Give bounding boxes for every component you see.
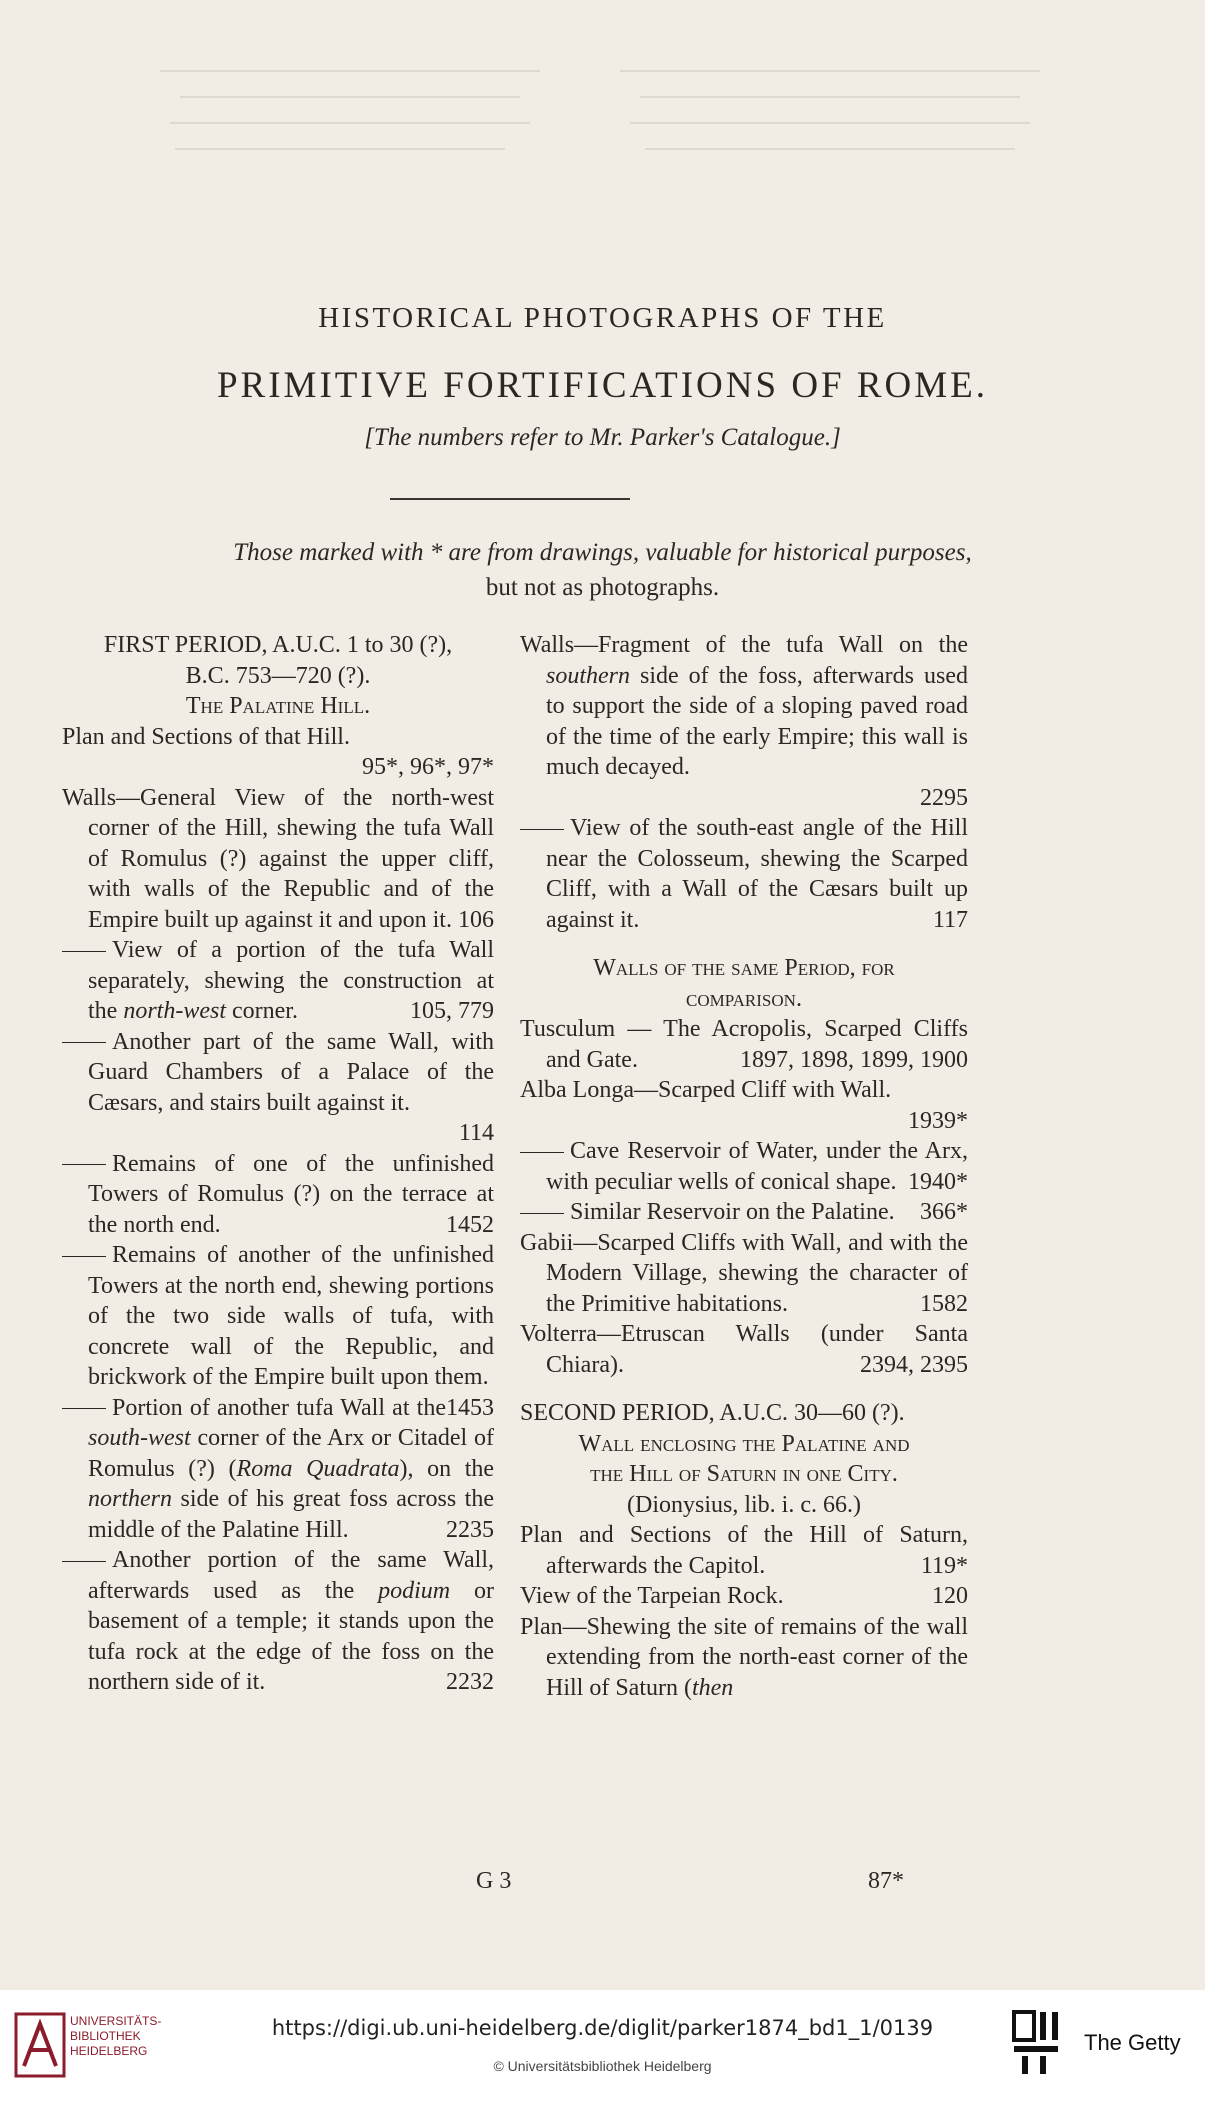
catalogue-entry bbox=[520, 1075, 968, 1136]
entry-italic: north-west bbox=[123, 998, 226, 1024]
catalogue-entry bbox=[62, 1149, 494, 1241]
catalogue-entry bbox=[520, 813, 968, 935]
entry-text: View of the Tarpeian Rock. bbox=[520, 1583, 784, 1609]
entry-italic: then bbox=[691, 1674, 734, 1701]
catalogue-entry bbox=[520, 1581, 968, 1612]
catalogue-number: 119* bbox=[920, 1552, 968, 1579]
catalogue-number: 87* bbox=[868, 1868, 904, 1894]
subtitle: [The numbers refer to Mr. Parker's Catalogue.] bbox=[364, 424, 841, 451]
library-name-line: UNIVERSITÄTS- bbox=[70, 2014, 162, 2028]
section-heading-enclosing-wall bbox=[520, 1429, 968, 1490]
spacer bbox=[520, 935, 968, 953]
section-citation: (Dionysius, lib. i. c. 66.) bbox=[627, 1491, 861, 1518]
catalogue-number: 1939* bbox=[908, 1107, 968, 1134]
entry-text: Plan—Shewing the site of remains of the wall extending from the north-east corner of the Hill of Saturn ( bbox=[520, 1613, 968, 1701]
section-heading-line: Wall enclosing the Palatine and bbox=[578, 1430, 910, 1457]
catalogue-entry bbox=[520, 1228, 968, 1320]
catalogue-entry bbox=[62, 1027, 494, 1149]
entry-italic: podium bbox=[378, 1577, 451, 1604]
entry-text: or basement of a temple; it stands upon the tufa rock at the edge of the foss on the northern side of it. bbox=[88, 1577, 495, 1695]
period-heading-2: SECOND PERIOD, A.U.C. 30—60 (?). bbox=[520, 1400, 905, 1426]
entry-text: Plan and Sections of that Hill. bbox=[62, 723, 350, 750]
ditto-dash bbox=[62, 1042, 106, 1043]
library-name-line: BIBLIOTHEK bbox=[70, 2029, 141, 2043]
intro-note-line-1: Those marked with * are from drawings, valuable for historical purposes, bbox=[233, 539, 972, 566]
entry-text: Walls—Fragment of the tufa Wall on the bbox=[520, 632, 968, 658]
section-heading-palatine: The Palatine Hill. bbox=[185, 693, 371, 719]
entry-text: Cave Reservoir of Water, under the Arx, with peculiar wells of conical shape. bbox=[546, 1138, 968, 1195]
section-heading-line: comparison. bbox=[686, 985, 802, 1012]
permalink[interactable]: https://digi.ub.uni-heidelberg.de/diglit/parker1874_bd1_1/0139 bbox=[271, 2016, 934, 2040]
catalogue-number: 2235 bbox=[446, 1516, 494, 1543]
divider-rule bbox=[390, 498, 630, 500]
catalogue-number: 1453 bbox=[446, 1394, 494, 1421]
entry-text: ), on the bbox=[399, 1455, 495, 1482]
entry-text: Walls—General View of the north-west corner of the Hill, shewing the tufa Wall of Romulus (?) against the upper cliff, with walls of the Republic and of the Empire built up against it and upon it. bbox=[62, 784, 494, 933]
entry-text: corner of the Arx or Citadel of Romulus (?) ( bbox=[88, 1425, 494, 1482]
entry-text: Alba Longa—Scarped Cliff with Wall. bbox=[520, 1077, 892, 1103]
catalogue-number: 2295 bbox=[920, 784, 968, 811]
entry-text: Tusculum — The Acropolis, Scarped Cliffs and Gate. bbox=[520, 1016, 968, 1073]
title-line-1: HISTORICAL PHOTOGRAPHS OF THE bbox=[318, 302, 887, 334]
catalogue-entry bbox=[62, 1545, 494, 1698]
entry-text: corner. bbox=[226, 998, 298, 1024]
entry-italic: south-west bbox=[88, 1425, 191, 1451]
getty-logo[interactable] bbox=[1012, 2010, 1064, 2076]
entry-text: Portion of another tufa Wall at the bbox=[112, 1394, 446, 1421]
catalogue-entry bbox=[520, 1612, 968, 1704]
catalogue-number: 1897, 1898, 1899, 1900 bbox=[740, 1046, 968, 1073]
section-heading-comparison bbox=[520, 953, 968, 1014]
catalogue-number: 95*, 96*, 97* bbox=[362, 754, 494, 780]
period-heading-1a: FIRST PERIOD, A.U.C. 1 to 30 (?), bbox=[103, 632, 453, 658]
entry-italic: northern bbox=[88, 1486, 172, 1512]
ditto-dash bbox=[62, 951, 106, 952]
ditto-dash bbox=[520, 829, 564, 830]
ditto-dash bbox=[62, 1164, 106, 1165]
intro-note bbox=[90, 535, 1115, 605]
catalogue-number: 2232 bbox=[446, 1669, 494, 1695]
entry-text: Remains of one of the unfinished Towers of Romulus (?) on the terrace at the north end. bbox=[88, 1150, 494, 1238]
catalogue-number: 1452 bbox=[446, 1211, 494, 1238]
ditto-dash bbox=[520, 1152, 564, 1153]
copyright-notice: © Universitätsbibliothek Heidelberg bbox=[493, 2058, 712, 2074]
show-through-text bbox=[0, 0, 1205, 240]
catalogue-number: 120 bbox=[932, 1583, 968, 1609]
entry-text: Plan and Sections of the Hill of Saturn, afterwards the Capitol. bbox=[520, 1522, 968, 1579]
entry-text: Similar Reservoir on the Palatine. bbox=[570, 1199, 895, 1225]
viewer-footer bbox=[0, 1990, 1205, 2102]
catalogue-entry bbox=[520, 1197, 968, 1228]
catalogue-entry bbox=[62, 722, 494, 783]
period-heading-1b: B.C. 753—720 (?). bbox=[185, 662, 371, 689]
entry-italic: southern bbox=[546, 662, 630, 689]
spacer bbox=[520, 1380, 968, 1398]
catalogue-entry bbox=[62, 783, 494, 936]
ditto-dash bbox=[520, 1213, 564, 1214]
section-heading-line: Walls of the same Period, for bbox=[593, 955, 895, 981]
section-heading-line: the Hill of Saturn in one City. bbox=[590, 1461, 898, 1487]
catalogue-number: 1582 bbox=[920, 1290, 968, 1317]
right-column bbox=[520, 630, 968, 1703]
entry-text: Another part of the same Wall, with Guard Chambers of a Palace of the Cæsars, and stairs built against it. bbox=[88, 1028, 494, 1116]
catalogue-number: 1940* bbox=[908, 1168, 968, 1195]
ditto-dash bbox=[62, 1256, 106, 1257]
entry-text: Remains of another of the unfinished Towers at the north end, shewing portions of the two side walls of tufa, with concrete wall of the Republic, and brickwork of the Empire built upon them. bbox=[88, 1242, 494, 1390]
catalogue-entry bbox=[520, 630, 968, 813]
catalogue-number: 105, 779 bbox=[410, 998, 494, 1024]
entry-text: Gabii—Scarped Cliffs with Wall, and with the Modern Village, shewing the character of the Primitive habitations. bbox=[520, 1229, 968, 1317]
page-footer-line bbox=[0, 1868, 1205, 1898]
catalogue-entry bbox=[520, 1014, 968, 1075]
ditto-dash bbox=[62, 1561, 106, 1562]
entry-italic: Roma Quadrata bbox=[236, 1455, 400, 1482]
ditto-dash bbox=[62, 1408, 106, 1409]
signature-mark: G 3 bbox=[476, 1868, 512, 1894]
catalogue-number: 366* bbox=[920, 1199, 968, 1225]
catalogue-number: 2394, 2395 bbox=[860, 1351, 968, 1378]
title-line-2: PRIMITIVE FORTIFICATIONS OF ROME. bbox=[216, 365, 989, 406]
catalogue-entry bbox=[520, 1319, 968, 1380]
catalogue-number: 117 bbox=[932, 906, 968, 933]
entry-text: Volterra—Etruscan Walls (under Santa Chiara). bbox=[520, 1321, 968, 1378]
partner-name: The Getty bbox=[1084, 2030, 1181, 2055]
left-column bbox=[62, 630, 494, 1698]
intro-note-line-2: but not as photographs. bbox=[485, 574, 720, 601]
library-name-line: HEIDELBERG bbox=[70, 2044, 148, 2058]
catalogue-entry bbox=[62, 1393, 494, 1546]
catalogue-entry bbox=[520, 1520, 968, 1581]
catalogue-number: 106 bbox=[458, 906, 494, 933]
catalogue-number: 114 bbox=[458, 1120, 494, 1146]
entry-text: Another portion of the same Wall, afterwards used as the bbox=[88, 1547, 494, 1604]
entry-text: side of the foss, afterwards used to support the side of a sloping paved road of the time of the early Empire; this wall is much decayed. bbox=[546, 662, 968, 780]
catalogue-entry bbox=[520, 1136, 968, 1197]
entry-text: View of a portion of the tufa Wall separately, shewing the construction at the bbox=[88, 937, 494, 1024]
catalogue-entry bbox=[62, 935, 494, 1027]
entry-text: View of the south-east angle of the Hill near the Colosseum, shewing the Scarped Cliff, with a Wall of the Cæsars built up against it. bbox=[546, 815, 968, 933]
entry-text: side of his great foss across the middle of the Palatine Hill. bbox=[88, 1486, 494, 1543]
